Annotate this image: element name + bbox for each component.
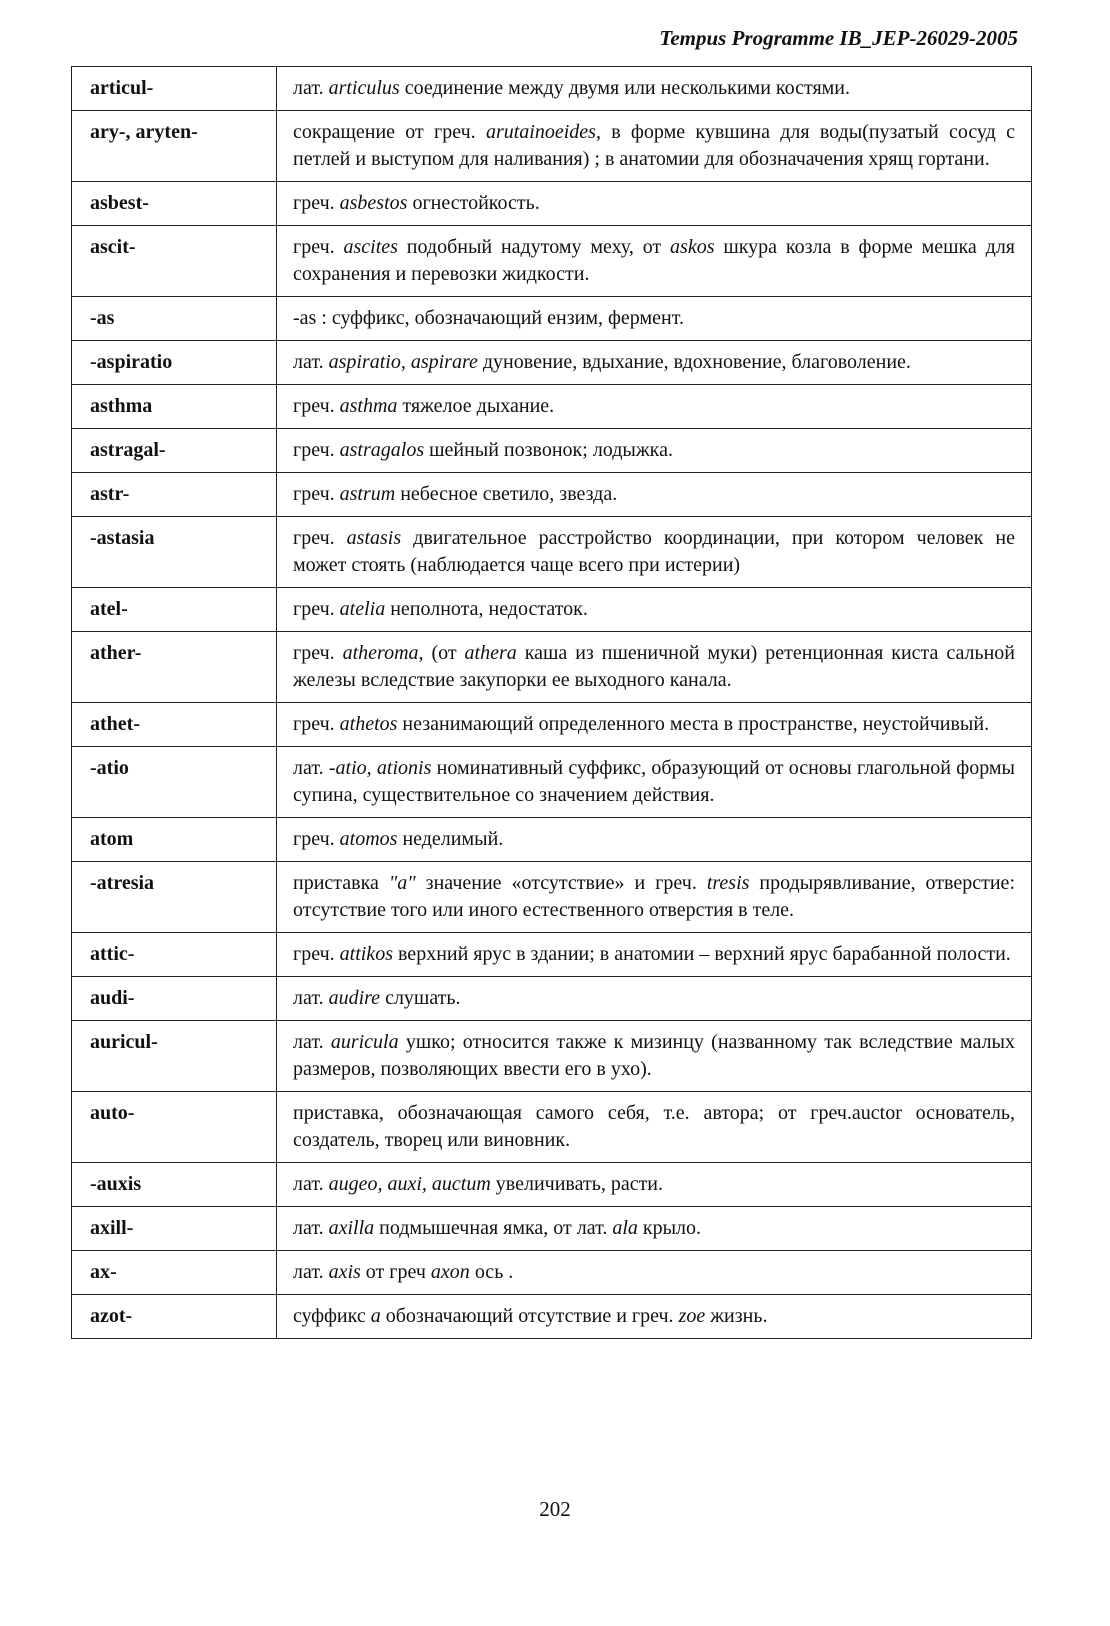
glossary-definition <box>277 1207 1032 1251</box>
definition-italic-text: aspiratio, aspirare <box>328 351 478 373</box>
glossary-definition <box>277 818 1032 862</box>
glossary-row <box>72 588 1032 632</box>
definition-text: лат. <box>293 757 329 779</box>
glossary-definition <box>277 747 1032 818</box>
definition-text: ось . <box>469 1261 514 1283</box>
glossary-term: ascit- <box>72 226 277 297</box>
glossary-row <box>72 517 1032 588</box>
definition-text: -as : суффикс, обозначающий ензим, фермент. <box>293 307 684 329</box>
definition-italic-text: astragalos <box>339 439 425 461</box>
glossary-definition <box>277 1251 1032 1295</box>
definition-text: греч. <box>293 598 340 620</box>
definition-italic-text: athetos <box>339 713 398 735</box>
definition-italic-text: asthma <box>339 395 398 417</box>
definition-italic-text: a <box>370 1305 381 1327</box>
glossary-body <box>72 67 1032 1339</box>
glossary-row <box>72 226 1032 297</box>
glossary-definition <box>277 588 1032 632</box>
glossary-row <box>72 818 1032 862</box>
definition-italic-text: -atio, ationis <box>328 757 432 779</box>
definition-text: подобный надутому меху, от <box>397 236 671 258</box>
glossary-definition <box>277 977 1032 1021</box>
definition-text: греч. <box>293 943 340 965</box>
glossary-definition <box>277 182 1032 226</box>
glossary-definition <box>277 703 1032 747</box>
glossary-term: azot- <box>72 1295 277 1339</box>
definition-text: греч. <box>293 483 340 505</box>
glossary-definition <box>277 473 1032 517</box>
glossary-term: articul- <box>72 67 277 111</box>
glossary-table <box>71 66 1032 1339</box>
glossary-definition <box>277 226 1032 297</box>
glossary-term: -aspiratio <box>72 341 277 385</box>
glossary-row <box>72 1021 1032 1092</box>
glossary-row <box>72 385 1032 429</box>
glossary-term: asthma <box>72 385 277 429</box>
glossary-row <box>72 862 1032 933</box>
glossary-term: asbest- <box>72 182 277 226</box>
glossary-term: audi- <box>72 977 277 1021</box>
definition-text: слушать. <box>380 987 461 1009</box>
definition-italic-text: astrum <box>339 483 396 505</box>
definition-text: лат. <box>293 1217 329 1239</box>
definition-text: греч. <box>293 713 340 735</box>
definition-italic-text: atheroma <box>342 642 419 664</box>
definition-italic-text: attikos <box>339 943 393 965</box>
definition-text: лат. <box>293 987 329 1009</box>
glossary-definition <box>277 517 1032 588</box>
glossary-row <box>72 473 1032 517</box>
definition-text: двигательное расстройство координации, при котором человек не может стоять (наблюдается чаще всего при истерии) <box>293 527 1016 576</box>
glossary-row <box>72 182 1032 226</box>
definition-italic-text: audire <box>328 987 381 1009</box>
definition-text: шейный позвонок; лодыжка. <box>424 439 673 461</box>
definition-italic-text: arutainoeides <box>485 121 596 143</box>
glossary-term: axill- <box>72 1207 277 1251</box>
glossary-row <box>72 1251 1032 1295</box>
definition-text: соединение между двумя или несколькими костями. <box>399 77 851 99</box>
definition-text: ушко; относится также к мизинцу (названному так вследствие малых размеров, позволяющих ввести его в ухо). <box>293 1031 1015 1080</box>
glossary-definition <box>277 67 1032 111</box>
definition-italic-text: axon <box>430 1261 470 1283</box>
glossary-term: auricul- <box>72 1021 277 1092</box>
definition-text: лат. <box>293 77 329 99</box>
definition-italic-text: atomos <box>339 828 398 850</box>
definition-italic-text: auricula <box>330 1031 399 1053</box>
definition-text: приставка, обозначающая самого себя, т.е. автора; от греч.auctor основатель, создатель, творец или виновник. <box>293 1102 1015 1151</box>
definition-text: неделимый. <box>397 828 504 850</box>
glossary-row <box>72 111 1032 182</box>
glossary-row <box>72 1207 1032 1251</box>
definition-italic-text: athera <box>464 642 517 664</box>
glossary-row <box>72 297 1032 341</box>
glossary-term: -astasia <box>72 517 277 588</box>
glossary-term: ary-, aryten- <box>72 111 277 182</box>
definition-text: жизнь. <box>705 1305 768 1327</box>
definition-text: лат. <box>293 351 329 373</box>
definition-text: тяжелое дыхание. <box>397 395 555 417</box>
definition-text: незанимающий определенного места в пространстве, неустойчивый. <box>397 713 990 735</box>
definition-text: сокращение от греч. <box>293 121 486 143</box>
glossary-definition <box>277 111 1032 182</box>
glossary-term: -auxis <box>72 1163 277 1207</box>
glossary-definition <box>277 1021 1032 1092</box>
definition-text: продырявливание, отверстие: отсутствие того или иного естественного отверстия в теле. <box>293 872 1015 921</box>
definition-italic-text: atelia <box>339 598 386 620</box>
definition-text: неполнота, недостаток. <box>385 598 588 620</box>
definition-italic-text: "a" <box>388 872 416 894</box>
glossary-definition <box>277 632 1032 703</box>
glossary-term: attic- <box>72 933 277 977</box>
glossary-row <box>72 933 1032 977</box>
glossary-row <box>72 429 1032 473</box>
glossary-term: -atresia <box>72 862 277 933</box>
glossary-row <box>72 632 1032 703</box>
glossary-term: auto- <box>72 1092 277 1163</box>
glossary-definition <box>277 862 1032 933</box>
glossary-term: -as <box>72 297 277 341</box>
definition-italic-text: articulus <box>328 77 400 99</box>
definition-text: , в форме кувшина для воды(пузатый сосуд с петлей и выступом для наливания) ; в анатомии для обозначачения хрящ гортани. <box>293 121 1015 170</box>
definition-text: подмышечная ямка, от лат. <box>374 1217 613 1239</box>
definition-text: обозначающий отсутствие и греч. <box>380 1305 679 1327</box>
definition-text: каша из пшеничной муки) ретенционная киста сальной железы вследствие закупорки ее выходного канала. <box>293 642 1016 691</box>
definition-text: приставка <box>293 872 389 894</box>
definition-italic-text: tresis <box>706 872 750 894</box>
definition-text: греч. <box>293 527 347 549</box>
glossary-term: astragal- <box>72 429 277 473</box>
definition-italic-text: astasis <box>346 527 402 549</box>
definition-italic-text: axis <box>328 1261 361 1283</box>
definition-text: греч. <box>293 642 343 664</box>
glossary-term: atel- <box>72 588 277 632</box>
definition-text: греч. <box>293 439 340 461</box>
definition-text: лат. <box>293 1031 331 1053</box>
glossary-row <box>72 747 1032 818</box>
glossary-term: astr- <box>72 473 277 517</box>
glossary-definition <box>277 429 1032 473</box>
glossary-definition <box>277 1092 1032 1163</box>
page-header: Tempus Programme IB_JEP-26029-2005 <box>659 26 1018 50</box>
definition-text: от греч <box>360 1261 431 1283</box>
glossary-definition <box>277 385 1032 429</box>
definition-text: огнестойкость. <box>407 192 540 214</box>
definition-italic-text: askos <box>670 236 715 258</box>
definition-text: суффикс <box>293 1305 371 1327</box>
definition-text: верхний ярус в здании; в анатомии – верхний ярус барабанной полости. <box>392 943 1011 965</box>
definition-text: греч. <box>293 192 340 214</box>
glossary-term: atom <box>72 818 277 862</box>
definition-text: лат. <box>293 1261 329 1283</box>
glossary-row <box>72 341 1032 385</box>
glossary-definition <box>277 933 1032 977</box>
definition-text: номинативный суффикс, образующий от основы глагольной формы супина, существительное со значением действия. <box>293 757 1015 806</box>
definition-text: увеличивать, расти. <box>490 1173 664 1195</box>
definition-text: греч. <box>293 395 340 417</box>
definition-text: греч. <box>293 236 344 258</box>
glossary-row <box>72 703 1032 747</box>
glossary-term: ather- <box>72 632 277 703</box>
glossary-term: -atio <box>72 747 277 818</box>
glossary-row <box>72 67 1032 111</box>
glossary-definition <box>277 1163 1032 1207</box>
definition-text: лат. <box>293 1173 329 1195</box>
definition-italic-text: zoe <box>678 1305 706 1327</box>
glossary-term: athet- <box>72 703 277 747</box>
glossary-row <box>72 1295 1032 1339</box>
definition-italic-text: ascites <box>343 236 398 258</box>
glossary-definition <box>277 297 1032 341</box>
definition-text: греч. <box>293 828 340 850</box>
definition-text: шкура козла в форме мешка для сохранения и перевозки жидкости. <box>293 236 1015 285</box>
glossary-row <box>72 1092 1032 1163</box>
glossary-definition <box>277 341 1032 385</box>
page-number: 202 <box>539 1497 571 1521</box>
glossary-term: ax- <box>72 1251 277 1295</box>
definition-italic-text: augeo, auxi, auctum <box>328 1173 491 1195</box>
glossary-row <box>72 977 1032 1021</box>
definition-text: дуновение, вдыхание, вдохновение, благоволение. <box>477 351 911 373</box>
definition-text: крыло. <box>637 1217 702 1239</box>
definition-italic-text: ala <box>612 1217 638 1239</box>
definition-text: , (от <box>418 642 465 664</box>
definition-text: значение «отсутствие» и греч. <box>415 872 707 894</box>
glossary-definition <box>277 1295 1032 1339</box>
glossary-row <box>72 1163 1032 1207</box>
definition-italic-text: asbestos <box>339 192 408 214</box>
definition-text: небесное светило, звезда. <box>395 483 618 505</box>
definition-italic-text: axilla <box>328 1217 375 1239</box>
